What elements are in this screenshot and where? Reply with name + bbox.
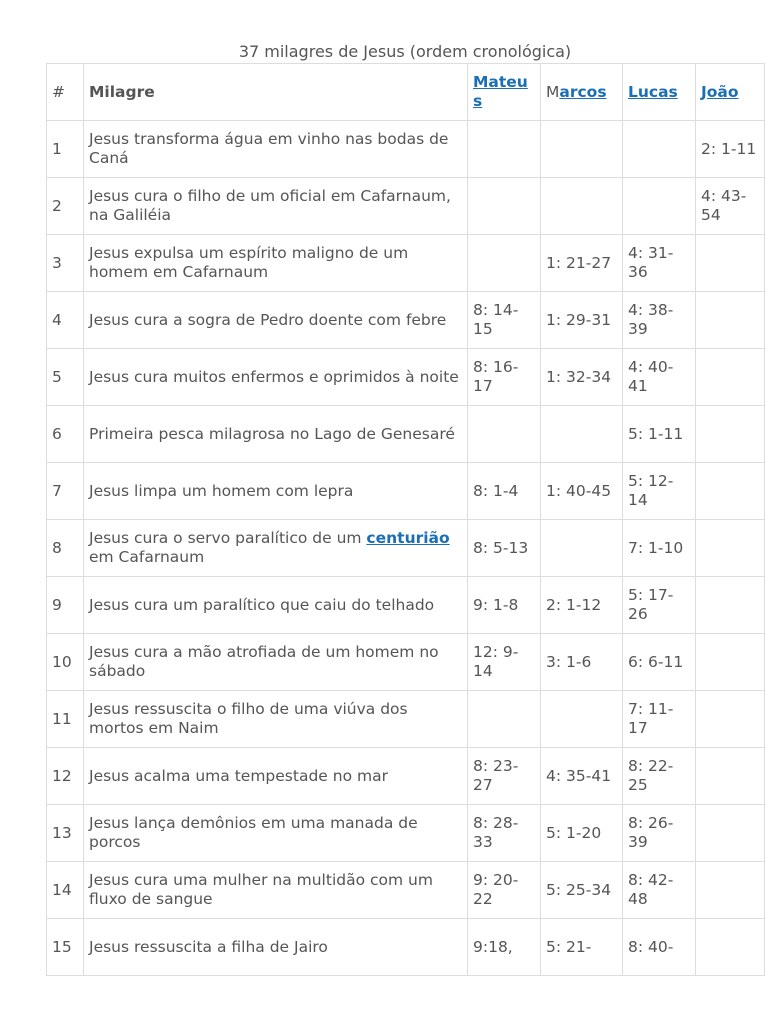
cell-joao xyxy=(696,235,765,292)
cell-milagre: Jesus cura um paralítico que caiu do telhado xyxy=(84,577,468,634)
cell-milagre: Jesus ressuscita a filha de Jairo xyxy=(84,919,468,976)
mateus-link[interactable]: Mateus xyxy=(473,73,528,110)
milagre-text-end: em Cafarnaum xyxy=(89,548,205,566)
cell-marcos xyxy=(541,121,623,178)
cell-marcos: 5: 25-34 xyxy=(541,862,623,919)
cell-mateus xyxy=(468,121,541,178)
table-caption: 37 milagres de Jesus (ordem cronológica) xyxy=(238,42,572,61)
header-number: # xyxy=(47,64,84,121)
cell-number: 2 xyxy=(47,178,84,235)
header-joao xyxy=(696,64,765,121)
cell-joao xyxy=(696,406,765,463)
cell-milagre: Jesus ressuscita o filho de uma viúva dos mortos em Naim xyxy=(84,691,468,748)
cell-marcos: 4: 35-41 xyxy=(541,748,623,805)
cell-marcos: 1: 29-31 xyxy=(541,292,623,349)
cell-joao: 2: 1-11 xyxy=(696,121,765,178)
cell-milagre: Jesus transforma água em vinho nas bodas de Caná xyxy=(84,121,468,178)
cell-lucas: 8: 40- xyxy=(623,919,696,976)
cell-number: 7 xyxy=(47,463,84,520)
cell-milagre: Jesus acalma uma tempestade no mar xyxy=(84,748,468,805)
cell-joao xyxy=(696,805,765,862)
cell-lucas: 8: 42-48 xyxy=(623,862,696,919)
cell-mateus: 9: 20-22 xyxy=(468,862,541,919)
table-row xyxy=(47,121,765,178)
cell-number: 14 xyxy=(47,862,84,919)
cell-mateus xyxy=(468,235,541,292)
cell-mateus: 9:18, xyxy=(468,919,541,976)
cell-lucas: 4: 40-41 xyxy=(623,349,696,406)
cell-number: 11 xyxy=(47,691,84,748)
table-row xyxy=(47,805,765,862)
cell-mateus: 8: 1-4 xyxy=(468,463,541,520)
cell-mateus: 12: 9-14 xyxy=(468,634,541,691)
marcos-link[interactable]: arcos xyxy=(559,82,607,101)
cell-mateus: 8: 16-17 xyxy=(468,349,541,406)
cell-mateus xyxy=(468,691,541,748)
header-marcos xyxy=(541,64,623,121)
cell-joao xyxy=(696,577,765,634)
cell-milagre: Jesus lança demônios em uma manada de porcos xyxy=(84,805,468,862)
cell-number: 9 xyxy=(47,577,84,634)
cell-lucas: 6: 6-11 xyxy=(623,634,696,691)
cell-marcos: 5: 21- xyxy=(541,919,623,976)
cell-joao xyxy=(696,919,765,976)
cell-milagre xyxy=(84,520,468,577)
cell-number: 5 xyxy=(47,349,84,406)
table-row xyxy=(47,748,765,805)
cell-number: 10 xyxy=(47,634,84,691)
cell-marcos: 3: 1-6 xyxy=(541,634,623,691)
milagre-text-start: Jesus cura o servo paralítico de um xyxy=(89,529,367,547)
cell-lucas: 8: 26-39 xyxy=(623,805,696,862)
cell-milagre: Jesus cura muitos enfermos e oprimidos à noite xyxy=(84,349,468,406)
cell-joao xyxy=(696,748,765,805)
lucas-link[interactable]: Lucas xyxy=(628,82,678,101)
cell-milagre: Jesus cura o filho de um oficial em Cafarnaum, na Galiléia xyxy=(84,178,468,235)
cell-joao xyxy=(696,292,765,349)
cell-lucas xyxy=(623,178,696,235)
cell-milagre: Jesus limpa um homem com lepra xyxy=(84,463,468,520)
cell-lucas: 4: 38-39 xyxy=(623,292,696,349)
cell-lucas: 5: 17-26 xyxy=(623,577,696,634)
cell-marcos: 5: 1-20 xyxy=(541,805,623,862)
cell-mateus xyxy=(468,406,541,463)
cell-milagre: Jesus cura uma mulher na multidão com um fluxo de sangue xyxy=(84,862,468,919)
cell-lucas: 7: 11-17 xyxy=(623,691,696,748)
centuriao-link[interactable]: centurião xyxy=(366,529,450,547)
cell-mateus: 8: 5-13 xyxy=(468,520,541,577)
header-mateus xyxy=(468,64,541,121)
cell-joao xyxy=(696,520,765,577)
cell-mateus xyxy=(468,178,541,235)
cell-marcos: 1: 21-27 xyxy=(541,235,623,292)
cell-joao xyxy=(696,463,765,520)
cell-joao xyxy=(696,691,765,748)
cell-marcos xyxy=(541,178,623,235)
cell-number: 12 xyxy=(47,748,84,805)
cell-milagre: Jesus cura a sogra de Pedro doente com febre xyxy=(84,292,468,349)
cell-number: 4 xyxy=(47,292,84,349)
cell-mateus: 9: 1-8 xyxy=(468,577,541,634)
cell-number: 13 xyxy=(47,805,84,862)
cell-lucas: 5: 1-11 xyxy=(623,406,696,463)
cell-milagre: Jesus expulsa um espírito maligno de um homem em Cafarnaum xyxy=(84,235,468,292)
table-row xyxy=(47,520,765,577)
cell-marcos: 2: 1-12 xyxy=(541,577,623,634)
table-row xyxy=(47,577,765,634)
header-milagre: Milagre xyxy=(84,64,468,121)
cell-lucas: 5: 12-14 xyxy=(623,463,696,520)
joao-link[interactable]: João xyxy=(701,82,739,101)
marcos-prefix: M xyxy=(546,82,560,101)
cell-marcos xyxy=(541,691,623,748)
cell-milagre: Primeira pesca milagrosa no Lago de Genesaré xyxy=(84,406,468,463)
header-lucas xyxy=(623,64,696,121)
table-row xyxy=(47,349,765,406)
cell-joao xyxy=(696,634,765,691)
table-row xyxy=(47,691,765,748)
cell-number: 3 xyxy=(47,235,84,292)
cell-joao xyxy=(696,349,765,406)
cell-mateus: 8: 14-15 xyxy=(468,292,541,349)
table-row xyxy=(47,862,765,919)
cell-marcos: 1: 40-45 xyxy=(541,463,623,520)
cell-lucas: 4: 31-36 xyxy=(623,235,696,292)
table-row xyxy=(47,919,765,976)
cell-number: 15 xyxy=(47,919,84,976)
table-row xyxy=(47,178,765,235)
cell-number: 1 xyxy=(47,121,84,178)
cell-lucas: 7: 1-10 xyxy=(623,520,696,577)
table-header-row xyxy=(47,64,765,121)
table-row xyxy=(47,634,765,691)
cell-marcos xyxy=(541,406,623,463)
cell-joao xyxy=(696,862,765,919)
cell-joao: 4: 43-54 xyxy=(696,178,765,235)
cell-lucas xyxy=(623,121,696,178)
table-row xyxy=(47,235,765,292)
table-row xyxy=(47,406,765,463)
cell-marcos xyxy=(541,520,623,577)
cell-lucas: 8: 22-25 xyxy=(623,748,696,805)
cell-marcos: 1: 32-34 xyxy=(541,349,623,406)
miracles-table xyxy=(46,63,765,976)
cell-number: 6 xyxy=(47,406,84,463)
cell-number: 8 xyxy=(47,520,84,577)
cell-mateus: 8: 23-27 xyxy=(468,748,541,805)
cell-milagre: Jesus cura a mão atrofiada de um homem no sábado xyxy=(84,634,468,691)
cell-mateus: 8: 28-33 xyxy=(468,805,541,862)
table-row xyxy=(47,292,765,349)
table-row xyxy=(47,463,765,520)
